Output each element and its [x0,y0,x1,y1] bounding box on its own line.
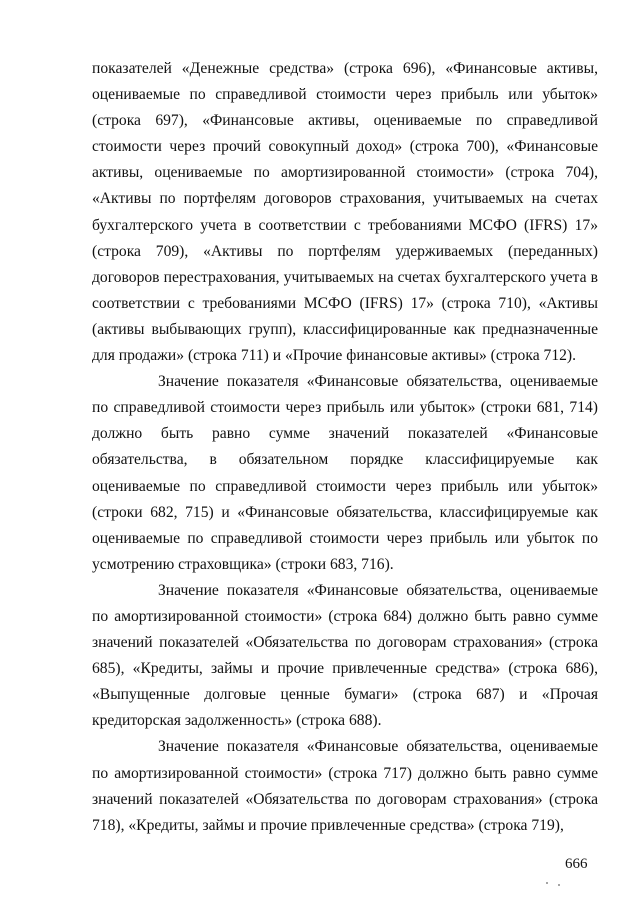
page-number: 666 [565,856,588,872]
paragraph-amortized-liabilities-717: Значение показателя «Финансовые обязательства, оцениваемые по амортизированной стоимости» (строка 717) должно быть равно сумме значений показателей «Обязательства по договорам страхования» (строка 718), «Кредиты, займы и прочие привлеченные средства» (строка 719), [92,738,598,834]
paragraph-amortized-liabilities-684: Значение показателя «Финансовые обязательства, оцениваемые по амортизированной стоимости» (строка 684) должно быть равно сумме значений показателей «Обязательства по договорам страхования» (строка 685), «Кредиты, займы и прочие привлеченные средства» (строка 686), «Выпущенные долговые ценные бумаги» (строка 687) и «Прочая кредиторская задолженность» (строка 688). [92,581,598,730]
paragraph-continuation: показателей «Денежные средства» (строка 696), «Финансовые активы, оцениваемые по справедливой стоимости через прибыль или убыток» (строка 697), «Финансовые активы, оцениваемые по справедливой стоимости через прочий совокупный доход» (строка 700), «Финансовые активы, оцениваемые по амортизированной стоимости» (строка 704), «Активы по портфелям договоров страхования, учитываемых на счетах бухгалтерского учета в соответствии с требованиями МСФО (IFRS) 17» (строка 709), «Активы по портфелям удерживаемых (переданных) договоров перестрахования, учитываемых на счетах бухгалтерского учета в соответствии с требованиями МСФО (IFRS) 17» (строка 710), «Активы (активы выбывающих групп), классифицированные как предназначенные для продажи» (строка 711) и «Прочие финансовые активы» (строка 712). [92,60,598,365]
scan-speck [558,884,560,886]
body-text [92,56,598,839]
scan-speck [546,882,548,884]
paragraph-fvtpl-liabilities: Значение показателя «Финансовые обязательства, оцениваемые по справедливой стоимости через прибыль или убыток» (строки 681, 714) должно быть равно сумме значений показателей «Финансовые обязательства, в обязательном порядке классифицируемые как оцениваемые по справедливой стоимости через прибыль или убыток» (строки 682, 715) и «Финансовые обязательства, классифицируемые как оцениваемые по справедливой стоимости через прибыль или убыток по усмотрению страховщика» (строки 683, 716). [92,373,598,573]
